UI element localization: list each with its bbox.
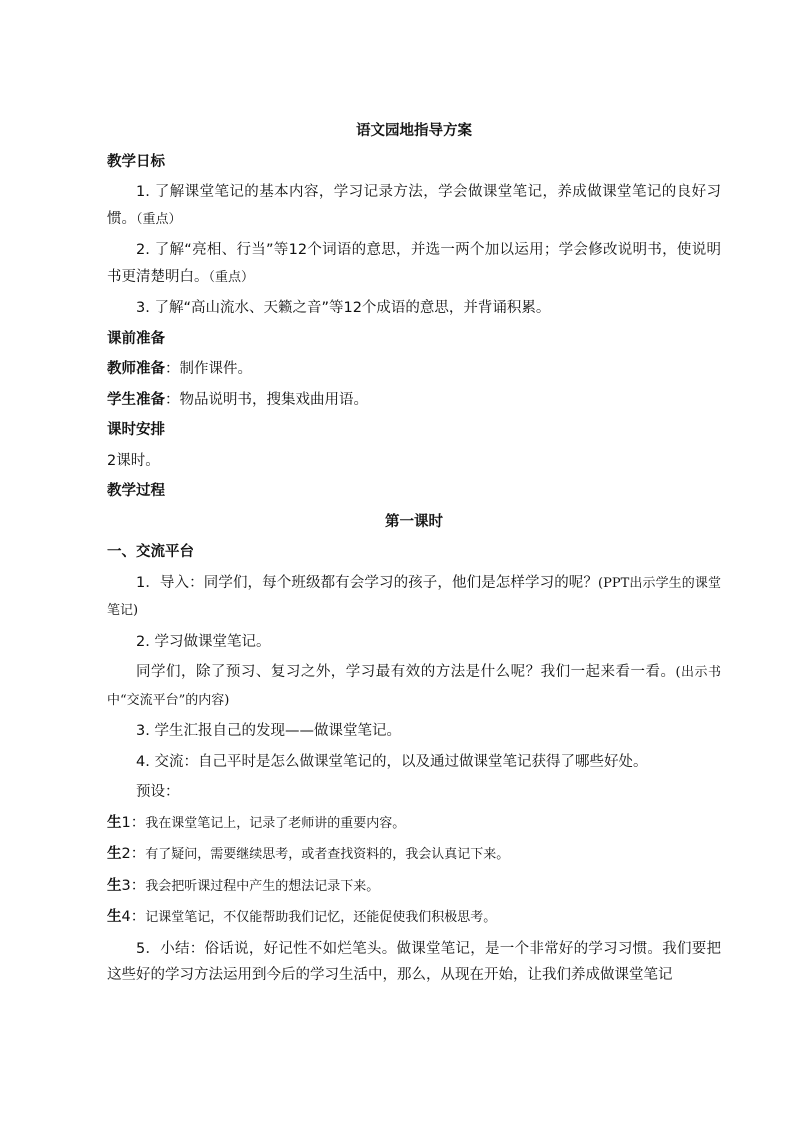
student-label-4: 生 (107, 909, 122, 925)
prep-student-label: 学生准备 (107, 391, 165, 408)
goal-3: 3. 了解“高山流水、天籁之音”等12个成语的意思，并背诵积累。 (136, 300, 551, 316)
goal-2 (107, 237, 721, 291)
student-num-1: 1： (121, 814, 146, 831)
document-title: 语文园地指导方案 (356, 123, 472, 139)
student-answer-4 (107, 904, 721, 932)
step-2: 2. 学习做课堂笔记。 (136, 633, 271, 650)
student-text-3: 我会把听课过程中产生的想法记录下来。 (145, 878, 380, 894)
student-label-1: 生 (107, 814, 122, 831)
prep-student-text: ：物品说明书，搜集戏曲用语。 (165, 391, 368, 408)
prep-teacher (107, 356, 721, 383)
lesson-1-heading: 第一课时 (385, 513, 443, 530)
goal-1-text: 1. 了解课堂笔记的基本内容，学习记录方法，学会做课堂笔记，养成做课堂笔记的良好习惯。 (107, 184, 721, 227)
section-heading-goals: 教学日标 (107, 153, 165, 170)
student-text-4: 记课堂笔记，不仅能帮助我们记忆，还能促使我们积极思考。 (145, 910, 497, 925)
prep-teacher-text: ：制作课件。 (165, 361, 252, 377)
part-1-heading: 一、交流平台 (107, 544, 194, 560)
student-answer-2 (107, 841, 721, 869)
step-2-note: (出示书中“交流平台”的内容) (107, 665, 721, 708)
student-num-2: 2： (121, 846, 146, 862)
document-body (107, 118, 721, 993)
preset-label: 预设： (136, 784, 180, 800)
student-num-3: 3： (121, 877, 146, 894)
section-heading-process: 教学过程 (107, 483, 165, 499)
goal-1-note: （重点） (136, 211, 182, 227)
section-heading-prep: 课前准备 (107, 330, 165, 347)
student-label-2: 生 (107, 846, 122, 862)
step-1-note: (PPT出示学生的课堂笔记) (107, 575, 721, 618)
schedule-text: 2课时。 (107, 452, 160, 469)
student-answer-3 (107, 873, 721, 901)
step-3: 3. 学生汇报自己的发现——做课堂笔记。 (136, 723, 401, 739)
prep-teacher-label: 教师准备 (107, 361, 165, 377)
step-2-body: 同学们，除了预习、复习之外，学习最有效的方法是什么呢？我们一起来看一看。 (136, 664, 676, 680)
student-num-4: 4： (121, 909, 146, 925)
step-4: 4. 交流：自己平时是怎么做课堂笔记的，以及通过做课堂笔记获得了哪些好处。 (136, 753, 648, 770)
student-text-1: 我在课堂笔记上，记录了老师讲的重要内容。 (145, 815, 406, 831)
student-label-3: 生 (107, 877, 122, 894)
goal-1 (107, 179, 721, 233)
student-answer-1 (107, 810, 721, 838)
student-text-2: 有了疑问，需要继续思考，或者查找资料的，我会认真记下来。 (145, 847, 510, 862)
step-1-text: 1．导入：同学们，每个班级都有会学习的孩子，他们是怎样学习的呢？ (136, 574, 599, 591)
step-1 (107, 570, 721, 625)
step-5: 5．小结：俗话说，好记性不如烂笔头。做课堂笔记，是一个非常好的学习习惯。我们要把这些好的学习方法运用到今后的学习生活中，那么，从现在开始，让我们养成做课堂笔记 (107, 940, 721, 983)
goal-2-note: （重点） (208, 269, 255, 285)
goal-2-text: 2. 了解“亮相、行当”等12个词语的意思，并选一两个加以运用；学会修改说明书，使说明书更清楚明白。 (107, 242, 721, 285)
section-heading-schedule: 课时安排 (107, 422, 165, 438)
step-2-paragraph (107, 659, 721, 714)
prep-student (107, 387, 721, 414)
